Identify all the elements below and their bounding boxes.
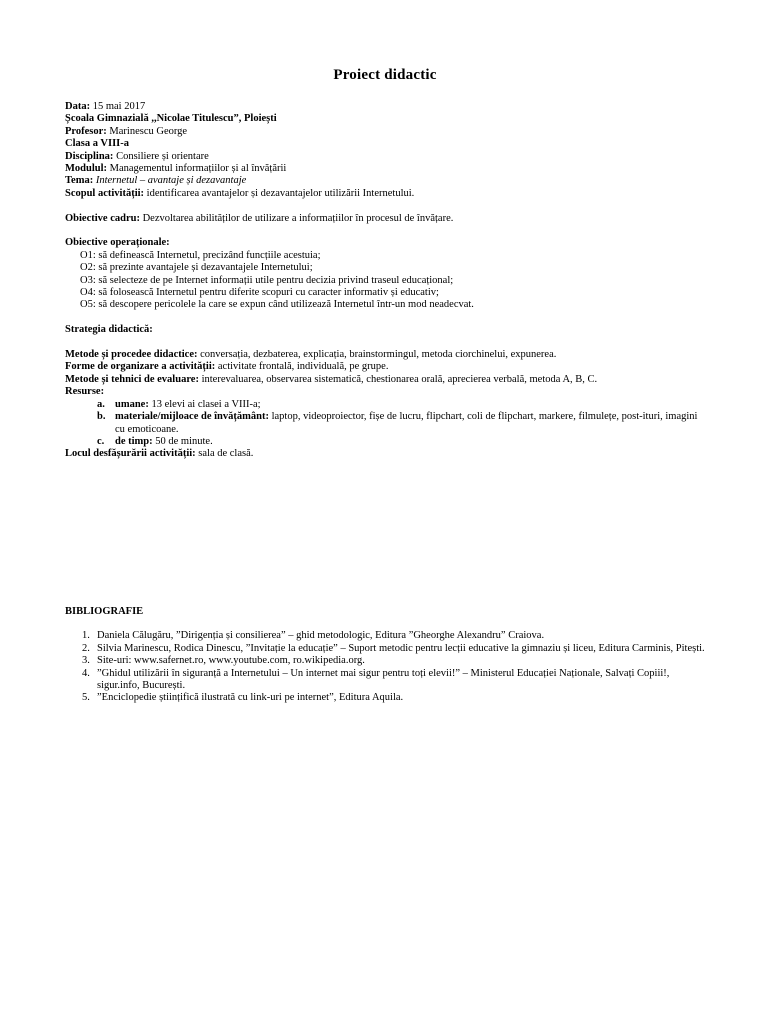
meta-theme: Tema: Internetul – avantaje și dezavantaje [65,175,247,187]
meta-discipline: Disciplina: Consiliere și orientare [65,150,209,162]
bibliography-item: 1. Daniela Călugăru, ”Dirigenția și consilierea” – ghid metodologic, Editura ”Gheorghe Alexandru” Craiova. [82,630,545,642]
meta-teacher: Profesor: Marinescu George [65,125,188,137]
bibliography-item: 5. ”Enciclopedie științifică ilustrată cu link-uri pe internet”, Editura Aquila. [82,692,404,704]
bibliography-section [65,606,705,705]
location-line: Locul desfășurării activității: sala de clasă. [65,448,254,460]
objective-item: O3: să selecteze de pe Internet informații utile pentru decizia privind traseul educațional; [80,274,454,286]
objective-operationale [65,237,705,311]
objective-item: O4: să folosească Internetul pentru diferite scopuri cu caracter informativ și educativ; [80,287,439,299]
meta-section [65,101,705,200]
evaluation-line: Metode și tehnici de evaluare: interevaluarea, observarea sistematică, chestionarea orală, aprecierea verbală, metoda A, B, C. [65,373,598,385]
document-title: Proiect didactic [333,67,437,83]
forms-line: Forme de organizare a activității: activitate frontală, individuală, pe grupe. [65,361,389,373]
resource-item: c. de timp: 50 de minute. [97,435,213,447]
methods-line: Metode și procedee didactice: conversația, dezbaterea, explicația, brainstormingul, metoda ciorchinelui, expunerea. [65,349,557,361]
objective-cadru: Obiective cadru: Dezvoltarea abilităților de utilizare a informațiilor în procesul de învățare. [65,212,454,224]
meta-scope: Scopul activității: identificarea avantajelor și dezavantajelor utilizării Internetului. [65,187,415,199]
meta-school: Școala Gimnazială ,,Nicolae Titulescu”, Ploiești [65,113,277,125]
meta-module: Modulul: Managementul informațiilor și al învățării [65,163,287,175]
strategy-heading: Strategia didactică: [65,324,153,336]
bibliography-list [65,630,705,704]
objective-operationale-label: Obiective operaționale: [65,237,170,249]
objective-item: O2: să prezinte avantajele și dezavantajele Internetului; [80,262,313,274]
resource-item: a. umane: 13 elevi ai clasei a VIII-a; [97,398,261,410]
resources-label: Resurse: [65,386,105,398]
bibliography-item: 4. ”Ghidul utilizării în siguranță a Internetului – Un internet mai sigur pentru toți elevii!” – Ministerul Educației Naționale, Salvați Copiii!, sigur.info, București. [82,667,670,692]
bibliography-title: BIBLIOGRAFIE [65,606,144,617]
resource-item: b. materiale/mijloace de învățământ: laptop, videoproiector, fișe de lucru, flipchart, coli de flipchart, markere, filmulețe, post-ituri, imagini cu emoticoane. [97,411,698,435]
objective-item: O1: să definească Internetul, precizând funcțiile acestuia; [80,249,321,261]
bibliography-item: 2. Silvia Marinescu, Rodica Dinescu, ”Invitație la educație” – Suport metodic pentru lecții educative la gimnaziu și liceu, Editura Carminis, Pitești. [82,642,705,654]
meta-date: Data: 15 mai 2017 [65,101,146,112]
bibliography-item: 3. Site-uri: www.safernet.ro, www.youtube.com, ro.wikipedia.org. [82,655,365,667]
resources-list [65,399,705,449]
meta-class: Clasa a VIII-a [65,138,129,150]
objective-item: O5: să descopere pericolele la care se expun când utilizează Internetul într-un mod neadecvat. [80,299,474,311]
document-body [65,66,705,461]
